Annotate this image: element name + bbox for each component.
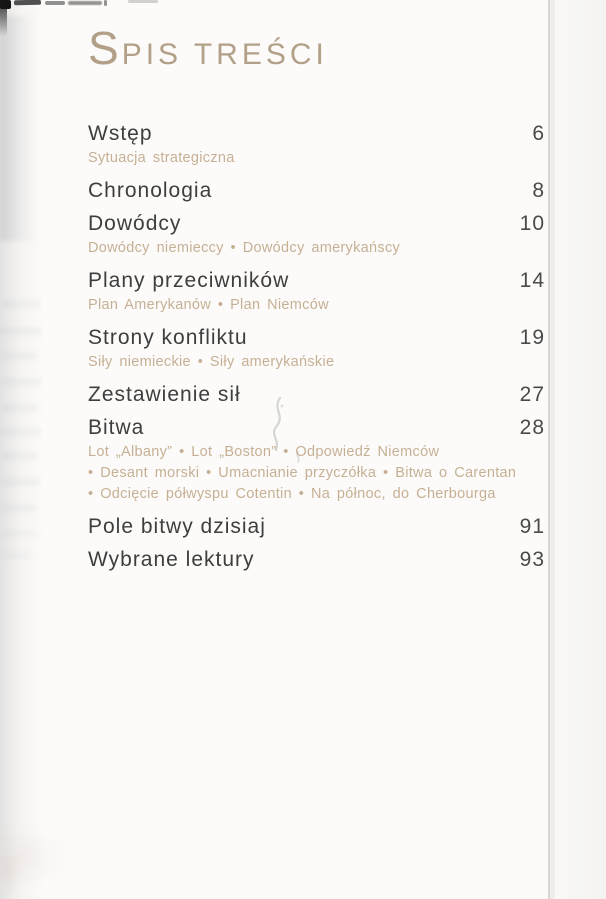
show-through-ghost — [3, 504, 36, 512]
toc-entry-page-number: 19 — [519, 325, 545, 349]
toc-entry — [88, 270, 545, 316]
toc-entry-label: Plany przeciwników — [88, 268, 290, 292]
toc-entry-subsection: Lot „Albany” • Lot „Boston” • Odpowiedź Niemców — [88, 443, 440, 460]
toc-entry-row — [88, 213, 545, 235]
toc-entry-row — [88, 516, 545, 538]
toc-entry-row — [88, 384, 545, 406]
page-edge-line — [548, 0, 550, 899]
toc-entry-label: Strony konfliktu — [88, 325, 248, 349]
toc-entry-label: Wybrane lektury — [88, 547, 255, 571]
toc-entry-page-number: 93 — [519, 547, 545, 571]
toc-entry-label: Dowódcy — [88, 211, 182, 235]
toc-entry-subsections — [88, 442, 545, 505]
adjacent-page-strip — [555, 0, 606, 899]
toc-entry-subsection: • Odcięcie półwyspu Cotentin • Na północ, do Cherbourga — [88, 485, 496, 502]
show-through-ghost — [1, 378, 41, 386]
show-through-ghost — [2, 452, 37, 460]
scan-artifact — [14, 0, 41, 5]
toc-entry-subsection: Sytuacja strategiczna — [88, 149, 235, 166]
page-edge-highlight — [550, 0, 555, 899]
toc-entry-page-number: 91 — [519, 514, 545, 538]
toc-entry-label: Bitwa — [88, 415, 145, 439]
toc-entry-subsections — [88, 148, 545, 169]
toc-entry-page-number: 6 — [532, 121, 545, 145]
toc-entry-label: Zestawienie sił — [88, 382, 241, 406]
gutter-shadow — [0, 0, 44, 899]
toc-entry-page-number: 14 — [519, 268, 545, 292]
toc-entry — [88, 123, 545, 169]
toc-entry-subsections — [88, 295, 545, 316]
toc-entry — [88, 180, 545, 202]
show-through-ghost — [1, 478, 40, 486]
toc-entry-subsection: • Desant morski • Umacnianie przyczółka • Bitwa o Carentan — [88, 464, 517, 481]
toc-entry-subsection: Plan Amerykanów • Plan Niemców — [88, 296, 329, 313]
scan-artifact — [0, 0, 11, 9]
toc-entry-row — [88, 180, 545, 202]
toc-entry-page-number: 10 — [519, 211, 545, 235]
scan-smudge — [0, 856, 22, 896]
show-through-ghost — [2, 300, 40, 308]
show-through-ghost — [1, 552, 31, 559]
table-of-contents — [88, 123, 545, 571]
show-through-ghost — [2, 530, 38, 537]
toc-entry-row — [88, 123, 545, 145]
toc-entry — [88, 417, 545, 505]
toc-entry — [88, 549, 545, 571]
toc-entry — [88, 384, 545, 406]
toc-entry-row — [88, 327, 545, 349]
toc-entry-row — [88, 549, 545, 571]
toc-entry-label: Chronologia — [88, 178, 213, 202]
toc-entry-label: Pole bitwy dzisiaj — [88, 514, 266, 538]
toc-entry-subsection: Dowódcy niemieccy • Dowódcy amerykańscy — [88, 239, 401, 256]
toc-entry-page-number: 27 — [519, 382, 545, 406]
toc-entry-subsection: Siły niemieckie • Siły amerykańskie — [88, 353, 335, 370]
show-through-ghost — [2, 404, 38, 412]
gutter-shadow-top — [0, 16, 42, 241]
toc-entry-row — [88, 417, 545, 439]
show-through-ghost — [0, 327, 42, 335]
page-title: SPIS TREŚCI — [88, 22, 328, 74]
toc-entry-page-number: 8 — [532, 178, 545, 202]
toc-entry — [88, 213, 545, 259]
show-through-ghost — [0, 428, 41, 436]
toc-entry-subsections — [88, 238, 545, 259]
show-through-ghost — [3, 352, 37, 360]
toc-entry-page-number: 28 — [519, 415, 545, 439]
toc-entry-subsections — [88, 352, 545, 373]
page-content — [88, 0, 545, 571]
toc-entry — [88, 516, 545, 538]
scan-artifact — [45, 1, 65, 5]
toc-entry-row — [88, 270, 545, 292]
toc-entry-label: Wstęp — [88, 121, 153, 145]
toc-entry — [88, 327, 545, 373]
